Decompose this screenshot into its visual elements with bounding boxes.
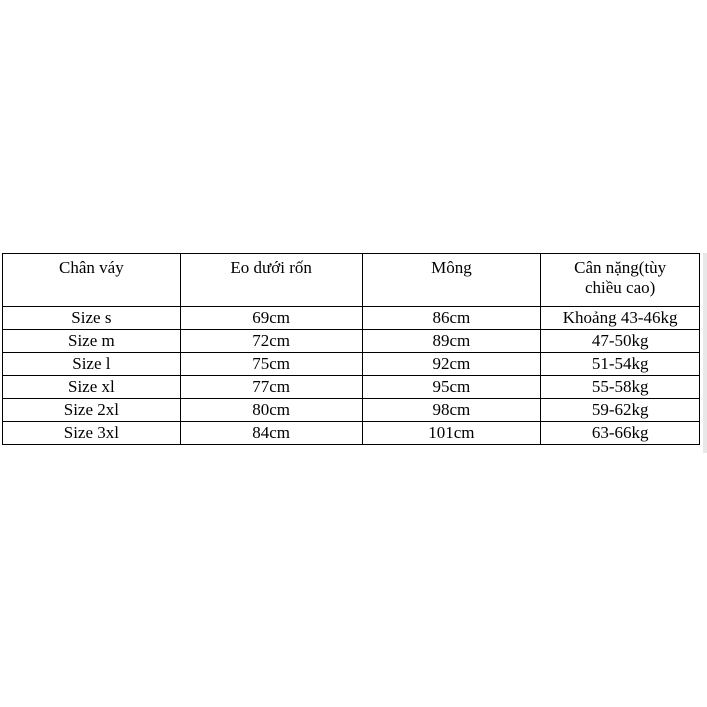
table-row (3, 330, 700, 353)
cell-weight: 63-66kg (541, 422, 700, 445)
table-row (3, 376, 700, 399)
cell-size: Size 3xl (3, 422, 181, 445)
size-chart-table (2, 253, 700, 445)
header-hip: Mông (362, 254, 541, 307)
cell-waist: 72cm (180, 330, 362, 353)
cell-size: Size l (3, 353, 181, 376)
table-row (3, 422, 700, 445)
cell-hip: 92cm (362, 353, 541, 376)
table-row (3, 353, 700, 376)
cell-waist: 84cm (180, 422, 362, 445)
cell-weight: 47-50kg (541, 330, 700, 353)
header-weight (541, 254, 700, 307)
cell-size: Size s (3, 307, 181, 330)
header-waist: Eo dưới rốn (180, 254, 362, 307)
cell-hip: 86cm (362, 307, 541, 330)
cell-weight: 55-58kg (541, 376, 700, 399)
cell-weight: 59-62kg (541, 399, 700, 422)
cell-weight: 51-54kg (541, 353, 700, 376)
table-row (3, 307, 700, 330)
header-weight-line1: Cân nặng(tùy (574, 258, 667, 277)
cell-size: Size xl (3, 376, 181, 399)
header-row (3, 254, 700, 307)
header-weight-line2: chiều cao) (584, 278, 656, 297)
cell-hip: 98cm (362, 399, 541, 422)
cell-waist: 80cm (180, 399, 362, 422)
cell-size: Size m (3, 330, 181, 353)
table-row (3, 399, 700, 422)
cell-hip: 89cm (362, 330, 541, 353)
cell-hip: 95cm (362, 376, 541, 399)
cell-size: Size 2xl (3, 399, 181, 422)
cell-hip: 101cm (362, 422, 541, 445)
cell-waist: 75cm (180, 353, 362, 376)
cell-weight: Khoảng 43-46kg (541, 307, 700, 330)
cell-waist: 77cm (180, 376, 362, 399)
cell-waist: 69cm (180, 307, 362, 330)
scrollbar-edge (703, 253, 707, 453)
header-skirt: Chân váy (3, 254, 181, 307)
